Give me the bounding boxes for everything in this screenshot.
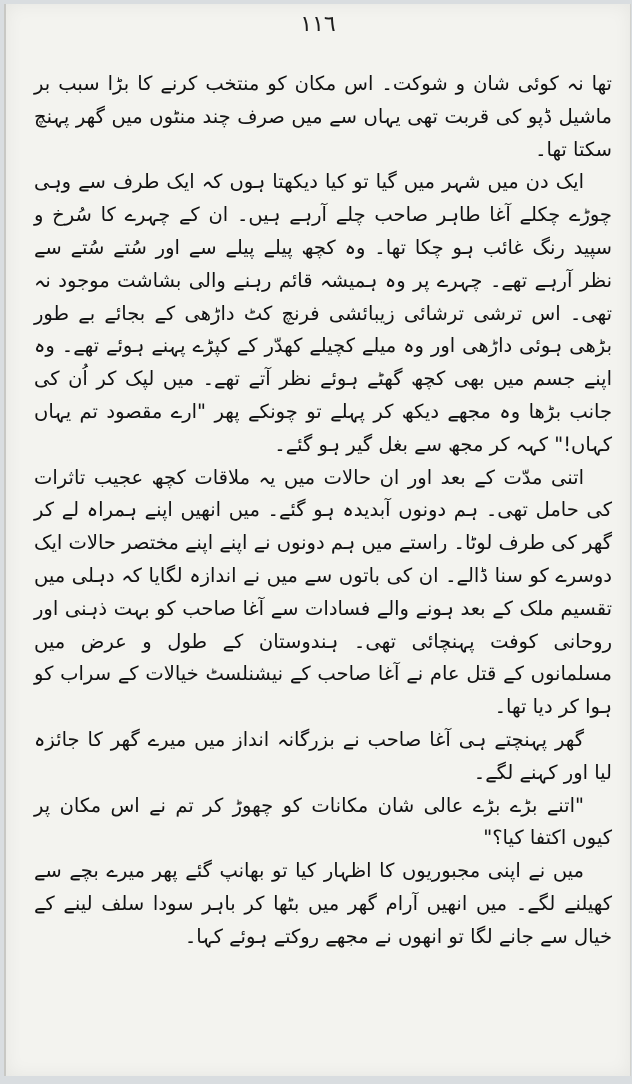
paragraph: ایک دن میں شہر میں گیا تو کیا دیکھتا ہوں کہ ایک طرف سے وہی چوڑے چکلے آغا طاہر صاحب چلے آرہے ہیں۔ ان کے چہرے کا سُرخ و سپید رنگ غائب ہو چکا تھا۔ وہ کچھ پیلے پیلے سے اور سُتے سُتے سے نظر آرہے تھے۔ چہرے پر وہ ہمیشہ قائم رہنے والی بشاشت موجود نہ تھی۔ اس ترشی ترشائی زیبائشی فرنچ کٹ داڑھی کے بجائے بے طور بڑھی ہوئی داڑھی اور وہ میلے کچیلے کھدّر کے کپڑے پہنے ہوئے تھے۔ وہ اپنے جسم میں بھی کچھ گھٹے ہوئے نظر آتے تھے۔ میں لپک کر اُن کی جانب بڑھا وہ مجھے دیکھ کر پہلے تو چونکے پھر "ارے مقصود تم یہاں کہاں!" کہہ کر مجھ سے بغل گیر ہو گئے۔ xyxy=(34,170,612,456)
paragraph: میں نے اپنی مجبوریوں کا اظہار کیا تو بھانپ گئے پھر میرے بچے سے کھیلنے لگے۔ میں انھیں آرام گھر میں بٹھا کر باہر سودا سلف لینے کے خیال سے جانے لگا تو انھوں نے مجھے روکتے ہوئے کہا۔ xyxy=(34,859,612,948)
paragraph: تھا نہ کوئی شان و شوکت۔ اس مکان کو منتخب کرنے کا بڑا سبب بر ماشیل ڈپو کی قربت تھی یہاں سے میں صرف چند منٹوں میں گھر پہنچ سکتا تھا۔ xyxy=(34,72,612,161)
page-number: ١١٦ xyxy=(300,12,336,37)
book-page xyxy=(4,4,631,1076)
quoted-paragraph: "اتنے بڑے بڑے عالی شان مکانات کو چھوڑ کر تم نے اس مکان پر کیوں اکتفا کیا؟" xyxy=(34,793,612,850)
body-text xyxy=(34,68,612,954)
paragraph: گھر پہنچتے ہی آغا صاحب نے بزرگانہ انداز میں میرے گھر کا جائزہ لیا اور کہنے لگے۔ xyxy=(34,727,612,784)
paragraph: اتنی مدّت کے بعد اور ان حالات میں یہ ملاقات کچھ عجیب تاثرات کی حامل تھی۔ ہم دونوں آبدیدہ ہو گئے۔ میں انھیں اپنے ہمراہ لے کر گھر کی طرف لوٹا۔ راستے میں ہم دونوں نے اپنے اپنے مختصر حالات ایک دوسرے کو سنا ڈالے۔ ان کی باتوں سے میں نے اندازہ لگایا کہ دہلی میں تقسیم ملک کے بعد ہونے والے فسادات سے آغا صاحب کو بہت ذہنی اور روحانی کوفت پہنچائی تھی۔ ہندوستان کے طول و عرض میں مسلمانوں کے قتل عام نے آغا صاحب کے نیشنلسٹ خیالات کے سراب کو ہوا کر دیا تھا۔ xyxy=(34,465,612,719)
